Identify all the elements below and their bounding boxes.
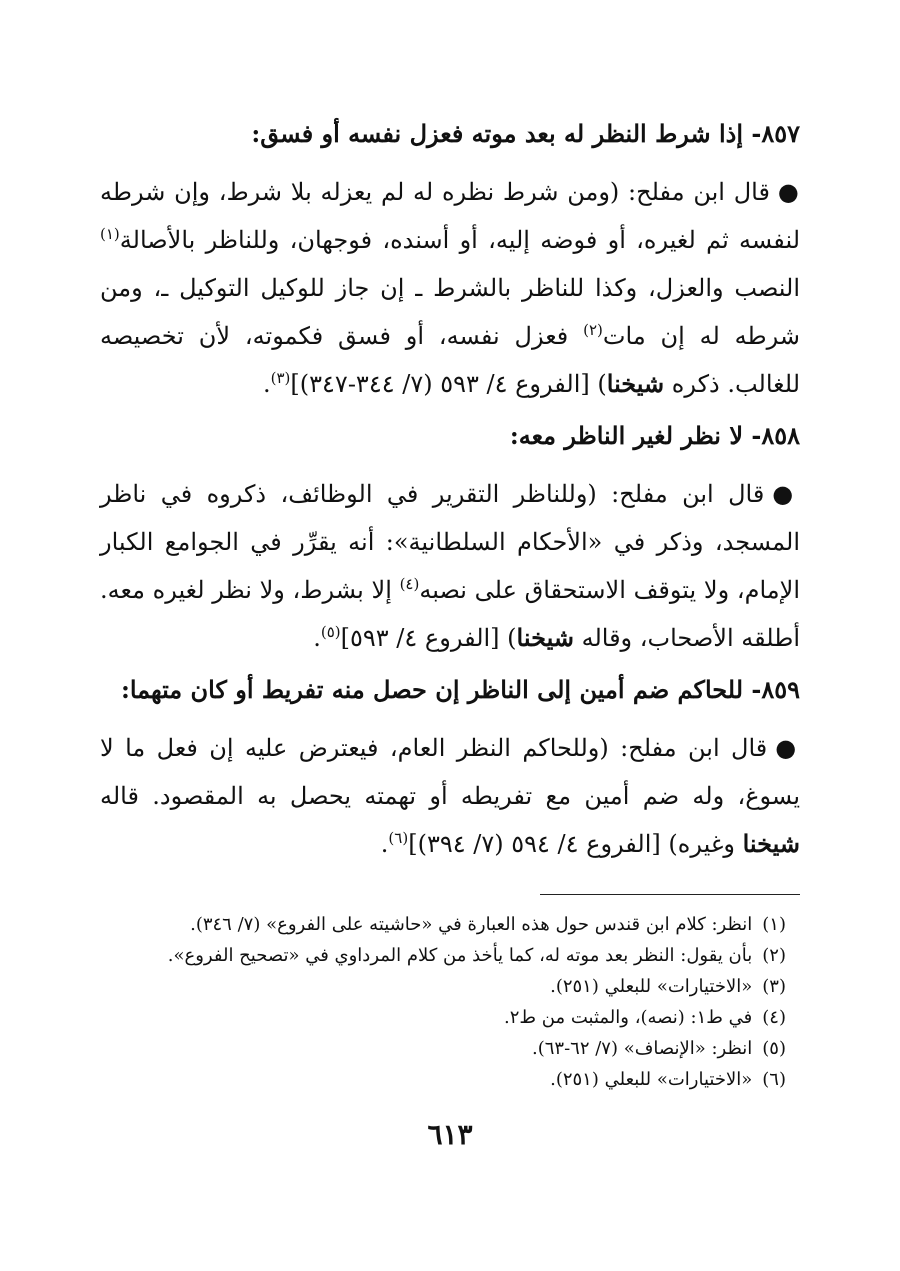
emphasis-name: شيخنا	[606, 369, 665, 398]
emphasis-name: شيخنا	[516, 623, 574, 652]
footnote-item	[100, 1002, 800, 1033]
section-paragraph-858: ●قال ابن مفلح: (وللناظر التقرير في الوظائف، ذكروه في ناظر المسجد، وذكر في «الأحكام السلطانية»: أنه يقرِّر في الجوامع الكبار الإمام، ولا يتوقف الاستحقاق على نصبه$^{(٤)}$ إلا بشرط، ولا نظر لغيره معه. أطلقه الأصحاب، وقاله شيخنا) [الفروع ٤/ ٥٩٣]$^{(٥)}$.	[100, 480, 800, 652]
footnote-text: انظر: كلام ابن قندس حول هذه العبارة في «حاشيته على الفروع» (٧/ ٣٤٦).	[190, 914, 753, 935]
footnote-marker[interactable]: (٦)	[388, 829, 409, 847]
footnote-number: (٦)	[762, 1069, 786, 1090]
footnote-number: (٥)	[762, 1038, 786, 1059]
bullet-icon: ●	[775, 734, 800, 762]
footnote-text: «الاختيارات» للبعلي (٢٥١).	[550, 976, 753, 997]
section-heading-857: ٨٥٧- إذا شرط النظر له بعد موته فعزل نفسه أو فسق:	[251, 119, 800, 148]
footnote-marker[interactable]: (٤)	[399, 575, 420, 593]
bullet-icon: ●	[772, 480, 800, 508]
section-paragraph-859: ●قال ابن مفلح: (وللحاكم النظر العام، فيعترض عليه إن فعل ما لا يسوغ، وله ضم أمين مع تفريطه أو تهمته يحصل به المقصود. قاله شيخنا وغيره) [الفروع ٤/ ٥٩٤ (٧/ ٣٩٤)]$^{(٦)}$.	[100, 734, 801, 858]
footnote-item	[100, 1064, 800, 1095]
emphasis-name: شيخنا	[742, 829, 800, 858]
page-number: ٦١٣	[427, 1118, 473, 1151]
footnote-number: (٢)	[762, 945, 786, 966]
footnote-text: انظر: «الإنصاف» (٧/ ٦٢-٦٣).	[531, 1038, 753, 1059]
footnotes	[100, 909, 800, 1095]
footnote-text: «الاختيارات» للبعلي (٢٥١).	[550, 1069, 753, 1090]
footnote-item	[100, 1033, 800, 1064]
section-paragraph-857: ●قال ابن مفلح: (ومن شرط نظره له لم يعزله بلا شرط، وإن شرطه لنفسه ثم لغيره، أو فوضه إليه، أو أسنده، فوجهان، وللناظر بالأصالة$^{(١)}$ النصب والعزل، وكذا للناظر بالشرط ـ إن جاز للوكيل التوكيل ـ، ومن شرطه له إن مات$^{(٢)}$ فعزل نفسه، أو فسق فكموته، لأن تخصيصه للغالب. ذكره شيخنا) [الفروع ٤/ ٥٩٣ (٧/ ٣٤٤-٣٤٧)]$^{(٣)}$.	[100, 178, 801, 398]
footnote-number: (٤)	[762, 1007, 786, 1028]
section-heading-859: ٨٥٩- للحاكم ضم أمين إلى الناظر إن حصل منه تفريط أو كان متهما:	[120, 675, 800, 704]
footnote-text: بأن يقول: النظر بعد موته له، كما يأخذ من كلام المرداوي في «تصحيح الفروع».	[167, 945, 753, 966]
footnote-divider	[540, 894, 800, 895]
footnote-marker[interactable]: (٣)	[270, 369, 291, 387]
footnote-number: (١)	[762, 914, 786, 935]
section-heading-858: ٨٥٨- لا نظر لغير الناظر معه:	[509, 421, 800, 450]
footnote-marker[interactable]: (١)	[100, 225, 120, 243]
footnote-marker[interactable]: (٢)	[583, 321, 603, 339]
footnote-text: في ط١: (نصه)، والمثبت من ط٢.	[504, 1007, 753, 1028]
footnote-item	[100, 940, 800, 971]
bullet-icon: ●	[777, 178, 800, 206]
footnote-marker[interactable]: (٥)	[320, 623, 341, 641]
footnote-item	[100, 909, 800, 940]
footnote-number: (٣)	[762, 976, 786, 997]
footnote-item	[100, 971, 800, 1002]
